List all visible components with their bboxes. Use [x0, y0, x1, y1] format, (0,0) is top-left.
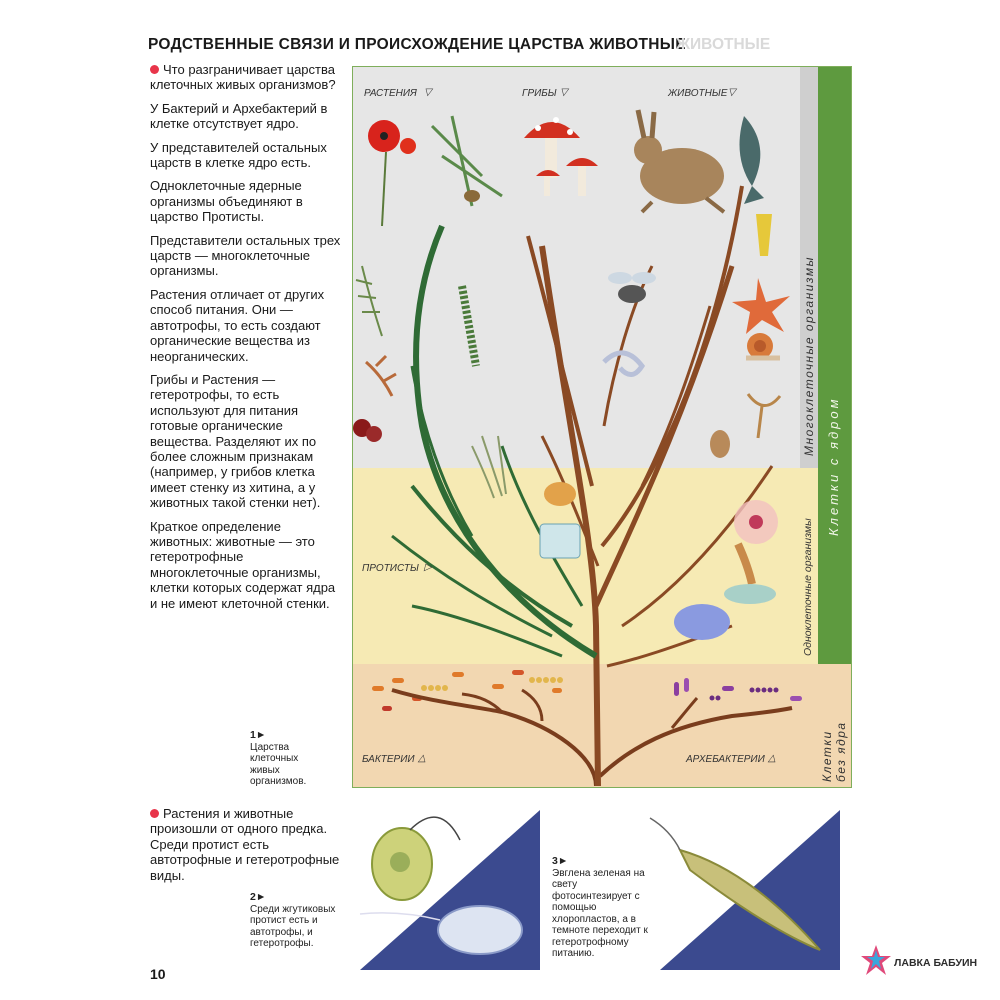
- label-plants: РАСТЕНИЯ: [364, 88, 417, 99]
- vertical-label-multicellular: Многоклеточные организмы: [802, 256, 816, 456]
- bullet-dot-icon: [150, 809, 159, 818]
- caption-3-text: Эвглена зеленая на свету фотосинтезирует с помощью хлоропластов, а в темноте переходит к гетеротрофному питанию.: [552, 867, 648, 959]
- vertical-label-unicellular: Одноклеточные организмы: [802, 518, 814, 656]
- triangle-up-icon: △: [768, 753, 776, 764]
- paragraph-7: Краткое определение животных: животные — это гетеротрофные многоклеточные организмы, клетки которых содержат ядра и не имеют клеточной стенки.: [150, 518, 336, 611]
- page-number: 10: [150, 966, 166, 982]
- paragraph-2: У представителей остальных царств в клетке ядро есть.: [150, 139, 327, 171]
- bullet-dot-icon: [150, 65, 159, 74]
- caption-2: [250, 892, 340, 950]
- caption-arrow-icon: ►: [255, 891, 267, 903]
- paragraph-5: Растения отличает от других способ питания. Они — автотрофы, то есть создают органические вещества из неорганических.: [150, 286, 325, 364]
- store-logo-text: ЛАВКА БАБУИН: [894, 957, 978, 969]
- label-protists: ПРОТИСТЫ: [362, 563, 419, 574]
- caption-arrow-icon: ►: [255, 729, 267, 741]
- left-column-text: [150, 62, 342, 619]
- caption-2-text: Среди жгутиковых протист есть и автотрофы, и гетеротрофы.: [250, 903, 336, 949]
- triangle-down-icon: ▽: [424, 87, 432, 98]
- label-archaea: АРХЕБАКТЕРИИ: [686, 754, 765, 765]
- green-flagellate-icon: [372, 817, 460, 900]
- bottom-paragraph-text: Растения и животные произошли от одного предка. Среди протист есть автотрофные и гетеротрофные виды.: [150, 806, 340, 883]
- label-fungi: ГРИБЫ: [522, 88, 557, 99]
- triangle-right-icon: ▷: [424, 562, 432, 573]
- paragraph-1: У Бактерий и Архебактерий в клетке отсутствует ядро.: [150, 100, 328, 132]
- vertical-label-no-nucleus-1: Клетки: [820, 730, 834, 782]
- diagram-border: [352, 66, 852, 788]
- caption-2-number: 2: [250, 891, 256, 903]
- bleed-through-title: ЖИВОТНЫЕ: [676, 36, 771, 53]
- kingdoms-diagram: [352, 66, 852, 788]
- label-animals: ЖИВОТНЫЕ: [668, 88, 728, 99]
- caption-1: [250, 730, 330, 788]
- paragraph-3: Одноклеточные ядерные организмы объединяют в царство Протисты.: [150, 178, 303, 225]
- page-title: РОДСТВЕННЫЕ СВЯЗИ И ПРОИСХОЖДЕНИЕ ЦАРСТВА ЖИВОТНЫЕ: [148, 36, 686, 53]
- paragraph-4: Представители остальных трех царств — многоклеточные организмы.: [150, 232, 341, 279]
- vertical-label-no-nucleus-2: без ядра: [834, 721, 848, 782]
- vertical-label-nucleus: Клетки с ядром: [826, 396, 841, 536]
- bottom-paragraph: [150, 806, 350, 883]
- paragraph-6: Грибы и Растения — гетеротрофы, то есть используют для питания готовые органические вещества. Разделяют их по более сложным признакам (например, у грибов клетка имеет стенку из хитина, а у животных такой стенки нет).: [150, 371, 321, 511]
- caption-3: [552, 856, 652, 960]
- triangle-down-icon: ▽: [728, 87, 736, 98]
- triangle-up-icon: △: [418, 753, 426, 764]
- caption-1-number: 1: [250, 729, 256, 741]
- question-text: Что разграничивает царства клеточных живых организмов?: [150, 62, 336, 93]
- star-logo-icon: [860, 944, 892, 976]
- caption-1-text: Царства клеточных живых организмов.: [250, 741, 307, 787]
- caption-3-number: 3: [552, 855, 558, 867]
- label-bacteria: БАКТЕРИИ: [362, 754, 415, 765]
- question-paragraph: [150, 62, 342, 93]
- triangle-down-icon: ▽: [560, 87, 568, 98]
- caption-arrow-icon: ►: [557, 855, 569, 867]
